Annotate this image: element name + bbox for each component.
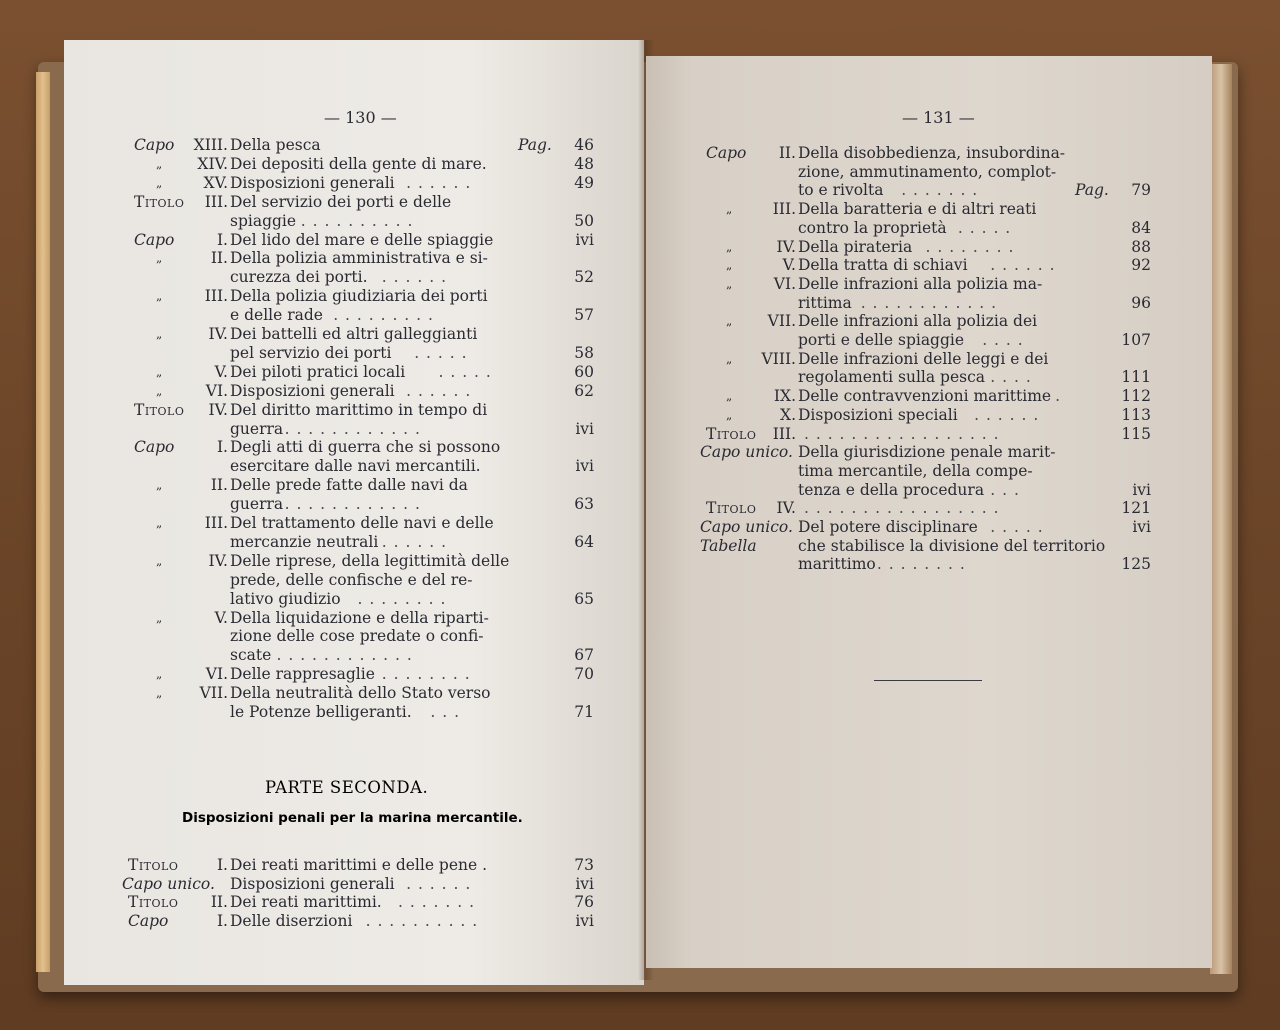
entry-title: Delle infrazioni alla polizia ma- bbox=[798, 274, 1043, 293]
entry-title: pel servizio dei porti bbox=[230, 343, 392, 362]
entry-title: prede, delle confische e del re- bbox=[230, 570, 473, 589]
toc-line bbox=[64, 552, 624, 570]
entry-label: „ bbox=[726, 258, 733, 273]
entry-leader: . bbox=[1055, 387, 1062, 406]
entry-title: Della giurisdizione penale marit- bbox=[798, 443, 1056, 462]
entry-title: Del lido del mare e delle spiaggie bbox=[230, 230, 494, 249]
entry-title: mercanzie neutrali bbox=[230, 532, 379, 551]
entry-pag: Pag. bbox=[1075, 181, 1109, 200]
toc-line bbox=[64, 287, 624, 305]
entry-label: Capo bbox=[134, 438, 175, 457]
entry-title: le Potenze belligeranti. bbox=[230, 703, 412, 721]
toc-line bbox=[646, 537, 1206, 555]
entry-title: porti e delle spiaggie bbox=[798, 331, 965, 349]
entry-leader: . . . . . bbox=[438, 362, 492, 381]
entry-roman: VII. bbox=[767, 312, 796, 331]
entry-page: 125 bbox=[1121, 555, 1151, 574]
entry-leader: . . . . . . . bbox=[901, 181, 979, 200]
entry-leader: . . . . . . . . . . bbox=[365, 911, 479, 930]
entry-label: „ bbox=[726, 314, 733, 329]
toc-line bbox=[64, 646, 624, 664]
entry-label: Titolo bbox=[134, 400, 185, 419]
entry-title: to e rivolta bbox=[798, 181, 884, 200]
entry-title: Dei reati marittimi. bbox=[230, 893, 382, 912]
entry-page: 115 bbox=[1121, 424, 1151, 443]
entry-pag: Pag. bbox=[518, 136, 552, 154]
entry-page: 48 bbox=[574, 154, 594, 173]
entry-label: Titolo bbox=[128, 893, 179, 912]
entry-page: 57 bbox=[574, 306, 594, 325]
entry-leader: . . . bbox=[990, 480, 1020, 499]
entry-page: 71 bbox=[574, 703, 594, 721]
toc-line bbox=[646, 256, 1206, 274]
entry-label: Titolo bbox=[128, 856, 179, 874]
entry-leader: . . . . . . . . bbox=[876, 555, 966, 574]
entry-label: Capo bbox=[128, 911, 169, 930]
entry-title: regolamenti sulla pesca bbox=[798, 368, 985, 387]
entry-roman: VI. bbox=[205, 665, 228, 684]
entry-label: Capo bbox=[134, 230, 175, 249]
entry-roman: XIV. bbox=[197, 154, 228, 173]
toc-line bbox=[646, 406, 1206, 424]
entry-page: ivi bbox=[575, 457, 594, 476]
entry-title: e delle rade bbox=[230, 306, 323, 325]
entry-roman: IV. bbox=[208, 400, 228, 419]
entry-roman: V. bbox=[214, 362, 228, 381]
toc-line bbox=[646, 518, 1206, 536]
left-page bbox=[64, 40, 644, 985]
entry-roman: IV. bbox=[776, 499, 796, 518]
entry-roman: III. bbox=[204, 287, 228, 306]
entry-roman: III. bbox=[772, 424, 796, 443]
entry-roman: III. bbox=[204, 514, 228, 532]
entry-page: ivi bbox=[575, 874, 594, 893]
entry-leader: . . . . . . bbox=[406, 173, 472, 192]
entry-label: „ bbox=[726, 407, 733, 422]
entry-title: che stabilisce la divisione del territorio bbox=[798, 536, 1106, 555]
entry-title: Dei depositi della gente di mare. bbox=[230, 154, 487, 173]
entry-leader: . . . . . . . . . . . . bbox=[284, 495, 421, 514]
entry-roman: IV. bbox=[776, 237, 796, 256]
entry-title: zione, ammutinamento, complot- bbox=[798, 162, 1057, 181]
entry-leader: . . . . . bbox=[990, 518, 1044, 536]
entry-title: Del diritto marittimo in tempo di bbox=[230, 400, 488, 419]
entry-title: Della pesca bbox=[230, 136, 321, 154]
entry-label: „ bbox=[156, 516, 163, 530]
entry-roman: III. bbox=[772, 200, 796, 219]
entry-label: Capo unico. bbox=[700, 443, 793, 462]
toc-line bbox=[646, 555, 1206, 573]
entry-title: tenza e della procedura bbox=[798, 480, 985, 499]
entry-title: Della polizia amministrativa e si- bbox=[230, 249, 488, 268]
entry-leader: . . . . . . bbox=[381, 532, 447, 551]
toc-line bbox=[646, 425, 1206, 443]
entry-roman: III. bbox=[204, 192, 228, 211]
toc-line bbox=[64, 155, 624, 173]
entry-page: 121 bbox=[1121, 499, 1151, 518]
entry-leader: . . . . . . . . . bbox=[333, 306, 434, 325]
toc-line bbox=[64, 856, 624, 874]
entry-label: „ bbox=[156, 364, 163, 379]
entry-roman: IV. bbox=[208, 325, 228, 343]
entry-title: guerra bbox=[230, 419, 284, 438]
entry-label: Capo unico. bbox=[700, 518, 793, 536]
toc-line bbox=[646, 294, 1206, 312]
entry-leader: . . . . . . . . bbox=[357, 589, 447, 608]
entry-label: „ bbox=[726, 351, 733, 366]
entry-label: „ bbox=[156, 289, 163, 304]
entry-title: Delle infrazioni alla polizia dei bbox=[798, 312, 1038, 331]
toc-line bbox=[646, 462, 1206, 480]
toc-line bbox=[646, 481, 1206, 499]
entry-label: „ bbox=[156, 175, 163, 190]
entry-label: „ bbox=[726, 276, 733, 291]
toc-line bbox=[64, 495, 624, 513]
entry-page: 67 bbox=[574, 646, 594, 665]
toc-line bbox=[64, 571, 624, 589]
entry-title: Disposizioni generali bbox=[230, 173, 395, 192]
entry-roman: I. bbox=[216, 856, 228, 874]
entry-roman: I. bbox=[216, 438, 228, 457]
entry-title: Delle riprese, della legittimità delle bbox=[230, 551, 510, 570]
entry-roman: X. bbox=[780, 405, 796, 424]
toc-line bbox=[64, 401, 624, 419]
entry-label: „ bbox=[156, 251, 163, 266]
entry-page: 73 bbox=[574, 856, 594, 874]
entry-page: 65 bbox=[574, 589, 594, 608]
entry-leader: . . . . . . bbox=[406, 874, 472, 893]
toc-line bbox=[646, 275, 1206, 293]
toc-line bbox=[64, 457, 624, 475]
entry-page: ivi bbox=[575, 911, 594, 930]
toc-line bbox=[646, 312, 1206, 330]
entry-title: tima mercantile, della compe- bbox=[798, 461, 1033, 480]
entry-leader: . . . . . . . . bbox=[925, 237, 1015, 256]
entry-roman: II. bbox=[210, 893, 228, 912]
entry-roman: XV. bbox=[203, 173, 228, 192]
page-number-right: — 131 — bbox=[902, 108, 975, 127]
entry-title: Del potere disciplinare bbox=[798, 518, 978, 536]
entry-label: „ bbox=[726, 239, 733, 254]
toc-line bbox=[64, 609, 624, 627]
entry-title: Dei battelli ed altri galleggianti bbox=[230, 325, 478, 343]
entry-title: rittima bbox=[798, 293, 852, 312]
entry-page: 112 bbox=[1121, 387, 1151, 406]
toc-line bbox=[646, 181, 1206, 199]
entry-page: 96 bbox=[1131, 293, 1151, 312]
entry-leader: . . . . . . bbox=[381, 268, 447, 287]
entry-leader: . . . . . . . . bbox=[381, 665, 471, 684]
entry-title: Del trattamento delle navi e delle bbox=[230, 514, 494, 532]
entry-page: 92 bbox=[1131, 256, 1151, 275]
entry-title: Disposizioni generali bbox=[230, 874, 395, 893]
entry-label: Titolo bbox=[706, 499, 757, 518]
entry-label: Capo bbox=[134, 136, 175, 154]
entry-title: Della liquidazione e della riparti- bbox=[230, 608, 489, 627]
entry-page: 70 bbox=[574, 665, 594, 684]
toc-line bbox=[64, 590, 624, 608]
entry-title: Delle prede fatte dalle navi da bbox=[230, 476, 468, 495]
entry-page: 46 bbox=[574, 136, 594, 154]
book-edge-left bbox=[36, 72, 50, 972]
entry-leader: . . . . . . . . . . . . . . . . . bbox=[804, 424, 1000, 443]
toc-line bbox=[64, 382, 624, 400]
toc-line bbox=[646, 443, 1206, 461]
entry-roman: II. bbox=[210, 476, 228, 495]
toc-line bbox=[64, 136, 624, 154]
entry-label: Titolo bbox=[706, 424, 757, 443]
book-edge-right bbox=[1210, 64, 1232, 974]
entry-title: zione delle cose predate o confi- bbox=[230, 627, 484, 646]
toc-line bbox=[64, 249, 624, 267]
entry-leader: . . . . bbox=[982, 331, 1024, 349]
entry-label: „ bbox=[726, 202, 733, 217]
entry-page: 50 bbox=[574, 211, 594, 230]
entry-label: Capo unico. bbox=[122, 874, 215, 893]
entry-leader: . . . . . . bbox=[974, 405, 1040, 424]
toc-line bbox=[646, 350, 1206, 368]
entry-label: „ bbox=[156, 610, 163, 625]
entry-title: Dei reati marittimi e delle pene . bbox=[230, 856, 488, 874]
entry-title: guerra bbox=[230, 495, 284, 514]
entry-page: ivi bbox=[575, 230, 594, 249]
entry-label: Tabella bbox=[700, 536, 757, 555]
entry-label: „ bbox=[156, 553, 163, 568]
entry-title: Della baratteria e di altri reati bbox=[798, 200, 1037, 219]
entry-page: 60 bbox=[574, 362, 594, 381]
entry-page: 64 bbox=[574, 532, 594, 551]
toc-line bbox=[646, 331, 1206, 349]
entry-page: ivi bbox=[1132, 480, 1151, 499]
toc-line bbox=[64, 325, 624, 343]
entry-leader: . . . . . bbox=[414, 343, 468, 362]
entry-title: curezza dei porti. bbox=[230, 268, 368, 287]
entry-page: 76 bbox=[574, 893, 594, 912]
end-rule bbox=[874, 680, 982, 681]
entry-page: 52 bbox=[574, 268, 594, 287]
toc-line bbox=[646, 163, 1206, 181]
entry-roman: XIII. bbox=[193, 136, 228, 154]
toc-line bbox=[64, 231, 624, 249]
entry-title: Della pirateria bbox=[798, 237, 913, 256]
entry-label: „ bbox=[726, 389, 733, 404]
entry-label: „ bbox=[156, 327, 163, 341]
entry-leader: . . . . bbox=[990, 368, 1032, 387]
toc-line bbox=[646, 219, 1206, 237]
entry-page: ivi bbox=[575, 419, 594, 438]
entry-leader: . . . . . . . bbox=[398, 893, 476, 912]
entry-label: „ bbox=[156, 667, 163, 682]
entry-label: Capo bbox=[706, 144, 747, 162]
entry-label: „ bbox=[156, 156, 163, 171]
toc-line bbox=[64, 627, 624, 645]
entry-page: 107 bbox=[1121, 331, 1151, 349]
entry-label: „ bbox=[156, 478, 163, 493]
entry-leader: . . . . . . . . . . . . bbox=[284, 419, 421, 438]
entry-title: scate bbox=[230, 646, 272, 665]
entry-page: ivi bbox=[1132, 518, 1151, 536]
toc-line bbox=[646, 368, 1206, 386]
entry-title: Delle rappresaglie bbox=[230, 665, 375, 684]
entry-title: Degli atti di guerra che si possono bbox=[230, 438, 501, 457]
entry-title: contro la proprietà bbox=[798, 218, 947, 237]
entry-page: 49 bbox=[574, 173, 594, 192]
entry-leader: . . . . . . . . . . . . bbox=[860, 293, 998, 312]
entry-roman: I. bbox=[216, 230, 228, 249]
entry-roman: II. bbox=[778, 144, 796, 162]
toc-line bbox=[64, 875, 624, 893]
toc-line bbox=[646, 387, 1206, 405]
entry-title: Disposizioni generali bbox=[230, 381, 395, 400]
entry-title: Disposizioni speciali bbox=[798, 405, 958, 424]
toc-line bbox=[64, 912, 624, 930]
entry-page: 62 bbox=[574, 381, 594, 400]
toc-line bbox=[64, 533, 624, 551]
entry-roman: VII. bbox=[199, 684, 228, 703]
entry-title: Della neutralità dello Stato verso bbox=[230, 684, 491, 703]
toc-line bbox=[64, 306, 624, 324]
entry-page: 84 bbox=[1131, 218, 1151, 237]
entry-leader: . . . . . bbox=[957, 218, 1012, 237]
toc-line bbox=[64, 684, 624, 702]
entry-label: „ bbox=[156, 383, 163, 398]
entry-title: Delle contravvenzioni marittime bbox=[798, 387, 1052, 406]
entry-title: Dei piloti pratici locali bbox=[230, 362, 406, 381]
toc-line bbox=[64, 514, 624, 532]
entry-title: Della polizia giudiziaria dei porti bbox=[230, 287, 488, 306]
entry-page: 79 bbox=[1131, 181, 1151, 200]
part-heading: PARTE SECONDA. bbox=[265, 778, 429, 797]
entry-title: Delle diserzioni bbox=[230, 911, 353, 930]
entry-roman: V. bbox=[782, 256, 796, 275]
entry-page: 113 bbox=[1121, 405, 1151, 424]
entry-page: 88 bbox=[1131, 237, 1151, 256]
entry-leader: . . . . . . . . . . . . . . . . . bbox=[804, 499, 1000, 518]
entry-label: „ bbox=[156, 686, 163, 701]
toc-line bbox=[646, 200, 1206, 218]
entry-title: marittimo bbox=[798, 555, 876, 574]
toc-line bbox=[64, 665, 624, 683]
toc-line bbox=[64, 420, 624, 438]
part-subheading: Disposizioni penali per la marina mercantile. bbox=[182, 810, 523, 826]
entry-label: Titolo bbox=[134, 192, 185, 211]
entry-page: 63 bbox=[574, 495, 594, 514]
entry-leader: . . . . . . . . . . . . bbox=[276, 646, 413, 665]
toc-line bbox=[646, 499, 1206, 517]
entry-roman: I. bbox=[216, 911, 228, 930]
entry-title: Del servizio dei porti e delle bbox=[230, 192, 452, 211]
toc-line bbox=[64, 212, 624, 230]
entry-title: esercitare dalle navi mercantili. bbox=[230, 457, 481, 476]
entry-title: Della tratta di schiavi bbox=[798, 256, 968, 275]
entry-leader: . . . bbox=[430, 703, 461, 721]
entry-page: 58 bbox=[574, 343, 594, 362]
toc-line bbox=[64, 363, 624, 381]
entry-page: 111 bbox=[1121, 368, 1151, 387]
entry-leader: . . . . . . . . . . bbox=[300, 211, 414, 230]
toc-line bbox=[646, 144, 1206, 162]
entry-roman: IV. bbox=[208, 551, 228, 570]
toc-line bbox=[64, 703, 624, 721]
entry-title: lativo giudizio bbox=[230, 589, 341, 608]
entry-leader: . . . . . . bbox=[990, 256, 1056, 275]
page-number-left: — 130 — bbox=[324, 108, 397, 127]
entry-title: Della disobbedienza, insubordina- bbox=[798, 144, 1066, 162]
entry-roman: VIII. bbox=[761, 349, 796, 368]
entry-title: spiaggie bbox=[230, 211, 297, 230]
toc-line bbox=[64, 174, 624, 192]
entry-roman: VI. bbox=[205, 381, 228, 400]
entry-leader: . . . . . . bbox=[406, 381, 472, 400]
toc-line bbox=[64, 193, 624, 211]
right-page bbox=[646, 56, 1212, 968]
toc-line bbox=[64, 268, 624, 286]
toc-line bbox=[64, 476, 624, 494]
entry-title: Delle infrazioni delle leggi e dei bbox=[798, 349, 1049, 368]
entry-roman: II. bbox=[210, 249, 228, 268]
entry-roman: VI. bbox=[773, 274, 796, 293]
toc-line bbox=[64, 893, 624, 911]
toc-line bbox=[64, 438, 624, 456]
entry-roman: IX. bbox=[773, 387, 796, 406]
entry-roman: V. bbox=[214, 608, 228, 627]
toc-line bbox=[646, 238, 1206, 256]
toc-line bbox=[64, 344, 624, 362]
